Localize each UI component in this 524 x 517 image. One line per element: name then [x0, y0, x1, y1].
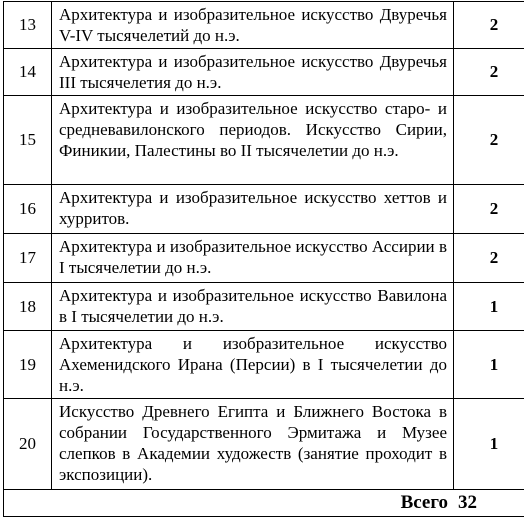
- row-topic: Архитектура и изобразительное искусство Вавилона в I тысячелетии до н.э.: [52, 283, 454, 331]
- total-row: [4, 490, 524, 517]
- curriculum-table: [3, 1, 524, 517]
- row-hours: 2: [454, 185, 524, 234]
- row-hours: 2: [454, 49, 524, 96]
- row-topic: Искусство Древнего Египта и Ближнего Востока в собрании Государственного Эрмитажа и Музее слепков в Академии художеств (занятие проходит в экспозиции).: [52, 399, 454, 490]
- row-hours: 2: [454, 2, 524, 49]
- row-number: 17: [4, 234, 52, 283]
- row-hours: 1: [454, 331, 524, 399]
- row-topic: Архитектура и изобразительное искусство хеттов и хурритов.: [52, 185, 454, 234]
- row-number: 13: [4, 2, 52, 49]
- table-row: [4, 49, 524, 96]
- table-row: [4, 283, 524, 331]
- table-row: [4, 2, 524, 49]
- table-row: [4, 96, 524, 185]
- row-hours: 1: [454, 283, 524, 331]
- row-number: 19: [4, 331, 52, 399]
- table-row: [4, 399, 524, 490]
- row-topic: Архитектура и изобразительное искусство Ассирии в I тысячелетии до н.э.: [52, 234, 454, 283]
- total-label: Всего: [401, 492, 448, 513]
- row-hours: 1: [454, 399, 524, 490]
- row-number: 16: [4, 185, 52, 234]
- total-value: 32: [458, 492, 477, 513]
- row-number: 18: [4, 283, 52, 331]
- row-number: 20: [4, 399, 52, 490]
- row-topic: Архитектура и изобразительное искусство Ахеменидского Ирана (Персии) в I тысячелетии до н.э.: [52, 331, 454, 399]
- row-number: 14: [4, 49, 52, 96]
- row-topic: Архитектура и изобразительное искусство Двуречья V-IV тысячелетий до н.э.: [52, 2, 454, 49]
- table-row: [4, 234, 524, 283]
- total-cell: [4, 490, 524, 517]
- row-number: 15: [4, 96, 52, 185]
- row-topic: Архитектура и изобразительное искусство Двуречья III тысячелетия до н.э.: [52, 49, 454, 96]
- table-row: [4, 331, 524, 399]
- row-topic: Архитектура и изобразительное искусство старо- и средневавилонского периодов. Искусство Сирии, Финикии, Палестины во II тысячелетии до н.э.: [52, 96, 454, 185]
- row-hours: 2: [454, 96, 524, 185]
- table-row: [4, 185, 524, 234]
- row-hours: 2: [454, 234, 524, 283]
